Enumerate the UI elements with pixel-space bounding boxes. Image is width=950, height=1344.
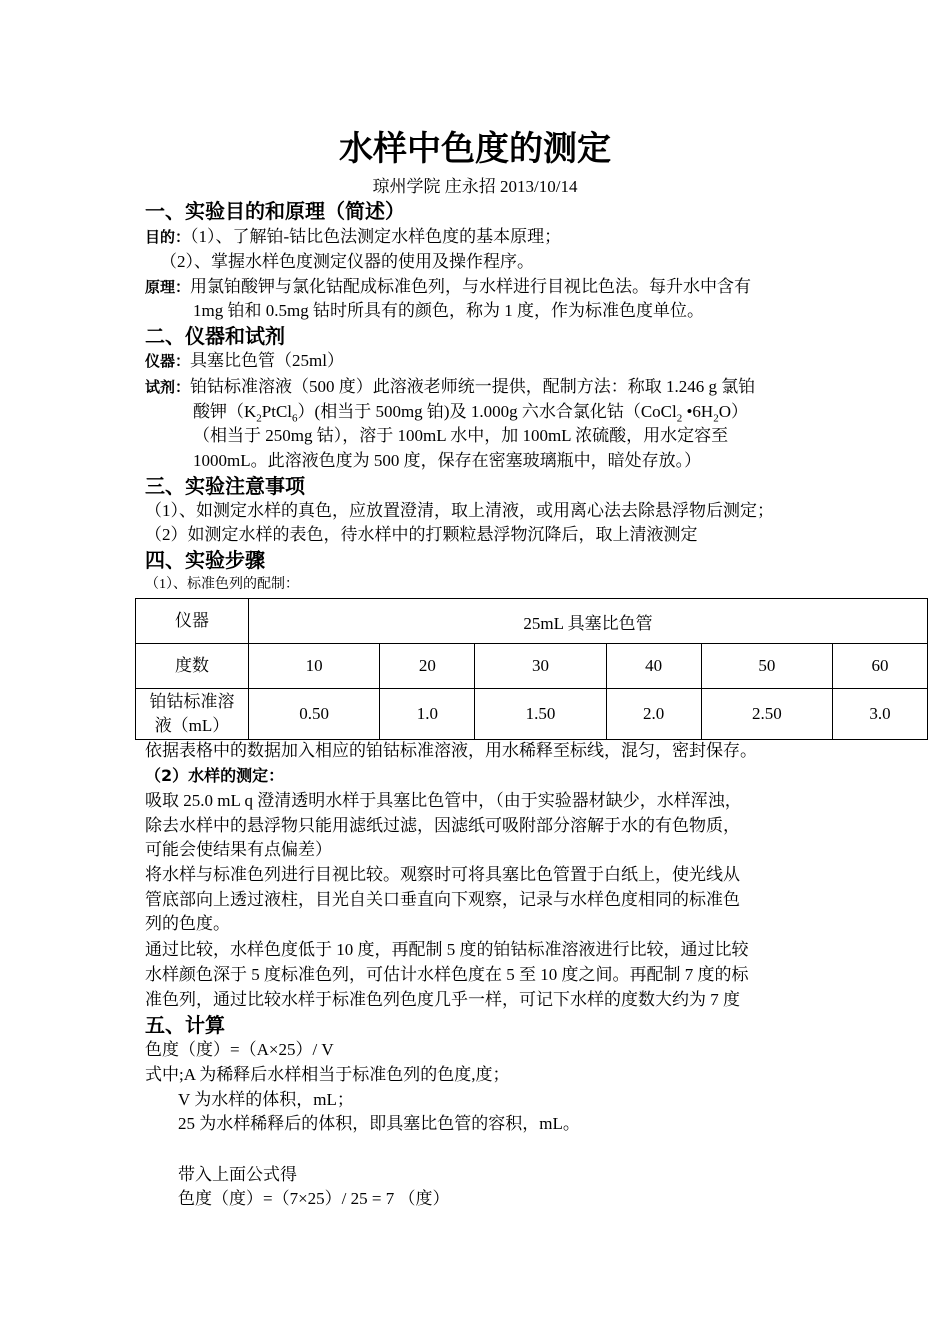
table-cell-volume: 0.50 bbox=[249, 689, 380, 740]
subscript: 2 bbox=[676, 412, 683, 425]
principle-text-1: 用氯铂酸钾与氯化钴配成标准色列，与水样进行目视比色法。每升水中含有 bbox=[190, 277, 752, 296]
subscript: 6 bbox=[292, 412, 298, 425]
purpose-label: 目的： bbox=[145, 228, 191, 246]
reagent-label: 试剂： bbox=[145, 378, 191, 396]
step-2-para-3-line-1: 通过比较，水样色度低于 10 度，再配制 5 度的铂钴标准溶液进行比较，通过比较 bbox=[145, 940, 749, 959]
table-cell-label-line-1: 铂钴标准溶 bbox=[149, 692, 235, 711]
note-2: （2）如测定水样的表色，待水样中的打颗粒悬浮物沉降后，取上清液测定 bbox=[145, 525, 698, 544]
table-cell-degree: 30 bbox=[475, 644, 606, 689]
principle-line-2: 1mg 铂和 0.5mg 钴时所具有的颜色，称为 1 度，作为标准色度单位。 bbox=[193, 301, 704, 320]
table-cell-label-line-2: 液（mL） bbox=[154, 716, 230, 735]
reagent-line-2 bbox=[193, 401, 748, 423]
reagent-line-4: 1000mL。此溶液色度为 500 度，保存在密塞玻璃瓶中，暗处存放。） bbox=[193, 451, 702, 470]
table-cell-degree: 10 bbox=[249, 644, 380, 689]
step-2-para-2-line-2: 管底部向上透过液柱，目光自关口垂直向下观察，记录与水样色度相同的标准色 bbox=[145, 890, 740, 909]
table-cell-label: 仪器 bbox=[136, 599, 249, 644]
section-1-heading: 一、实验目的和原理（简述） bbox=[145, 201, 405, 223]
table-cell-label bbox=[136, 689, 249, 740]
table-row bbox=[136, 644, 928, 689]
subscript: 2 bbox=[713, 412, 719, 425]
step-2-para-1-line-1: 吸取 25.0 mL q 澄清透明水样于具塞比色管中，（由于实验器材缺少，水样浑浊， bbox=[145, 791, 742, 810]
table-cell-degree: 20 bbox=[380, 644, 475, 689]
reagent-text-2d: •6H bbox=[682, 402, 714, 421]
purpose-text-1: （1）、了解铂-钴比色法测定水样色度的基本原理； bbox=[190, 227, 562, 246]
table-cell-volume: 3.0 bbox=[832, 689, 927, 740]
step-2-para-2-line-3: 列的色度。 bbox=[145, 914, 230, 933]
table-cell-value: 25mL 具塞比色管 bbox=[249, 599, 928, 644]
formula-25-definition: 25 为水样稀释后的体积，即具塞比色管的容积，mL。 bbox=[178, 1114, 580, 1133]
reagent-text-1: 铂钴标准溶液（500 度）此溶液老师统一提供，配制方法：称取 1.246 g 氯铂 bbox=[190, 377, 756, 396]
table-cell-degree: 50 bbox=[701, 644, 832, 689]
reagent-line-1 bbox=[145, 376, 755, 398]
step-2-para-3-line-3: 准色列，通过比较水样于标准色列色度几乎一样，可记下水样的度数大约为 7 度 bbox=[145, 990, 740, 1009]
table-cell-degree: 40 bbox=[606, 644, 701, 689]
table-cell-volume: 1.0 bbox=[380, 689, 475, 740]
substitute-text: 带入上面公式得 bbox=[178, 1165, 297, 1184]
result-formula: 色度（度）=（7×25）/ 25 = 7 （度） bbox=[178, 1189, 450, 1208]
formula-v-definition: V 为水样的体积，mL； bbox=[178, 1090, 354, 1109]
step-1-label: （1）、标准色列的配制： bbox=[145, 577, 299, 592]
step-2-para-1-line-3: 可能会使结果有点偏差） bbox=[145, 840, 332, 859]
step-2-para-2-line-1: 将水样与标准色列进行目视比较。观察时可将具塞比色管置于白纸上，使光线从 bbox=[145, 865, 740, 884]
table-row bbox=[136, 599, 928, 644]
table-cell-volume: 2.50 bbox=[701, 689, 832, 740]
formula: 色度（度）=（A×25）/ V bbox=[145, 1040, 334, 1059]
reagent-text-2b: PtCl bbox=[261, 402, 293, 421]
after-table-text: 依据表格中的数据加入相应的铂钴标准溶液，用水稀释至标线，混匀，密封保存。 bbox=[145, 741, 757, 760]
section-2-heading: 二、仪器和试剂 bbox=[145, 326, 285, 348]
page-title: 水样中色度的测定 bbox=[339, 131, 611, 168]
subscript: 2 bbox=[256, 412, 262, 425]
purpose-line-1 bbox=[145, 226, 561, 248]
section-3-heading: 三、实验注意事项 bbox=[145, 476, 305, 498]
table-cell-volume: 2.0 bbox=[606, 689, 701, 740]
reagent-text-2a: 酸钾（K bbox=[193, 402, 257, 421]
section-4-heading: 四、实验步骤 bbox=[145, 550, 265, 572]
table-row bbox=[136, 689, 928, 740]
reagent-line-3: （相当于 250mg 钴），溶于 100mL 水中，加 100mL 浓硫酸，用水定容至 bbox=[193, 426, 729, 445]
author-line: 琼州学院 庄永招 2013/10/14 bbox=[372, 177, 578, 196]
step-2-label: （2）水样的测定： bbox=[145, 766, 285, 785]
step-2-para-1-line-2: 除去水样中的悬浮物只能用滤纸过滤，因滤纸可吸附部分溶解于水的有色物质， bbox=[145, 816, 740, 835]
purpose-line-2: （2）、掌握水样色度测定仪器的使用及操作程序。 bbox=[160, 252, 534, 271]
table-cell-degree: 60 bbox=[832, 644, 927, 689]
table-cell-volume: 1.50 bbox=[475, 689, 606, 740]
reagent-text-2c: ）(相当于 500mg 铂)及 1.000g 六水合氯化钴（CoCl bbox=[297, 402, 677, 421]
section-5-heading: 五、计算 bbox=[145, 1015, 225, 1037]
instrument-text: 具塞比色管（25ml） bbox=[190, 351, 344, 370]
standard-series-table bbox=[135, 598, 928, 740]
step-2-para-3-line-2: 水样颜色深于 5 度标准色列，可估计水样色度在 5 至 10 度之间。再配制 7 度的标 bbox=[145, 965, 749, 984]
reagent-text-2e: O） bbox=[718, 402, 748, 421]
table-cell-label: 度数 bbox=[136, 644, 249, 689]
note-1: （1）、如测定水样的真色，应放置澄清，取上清液，或用离心法去除悬浮物后测定； bbox=[145, 501, 774, 520]
principle-line-1 bbox=[145, 276, 751, 298]
formula-where: 式中;A 为稀释后水样相当于标准色列的色度,度； bbox=[145, 1065, 510, 1084]
instrument-label: 仪器： bbox=[145, 352, 191, 370]
principle-label: 原理： bbox=[145, 278, 191, 296]
instrument-line bbox=[145, 350, 344, 372]
